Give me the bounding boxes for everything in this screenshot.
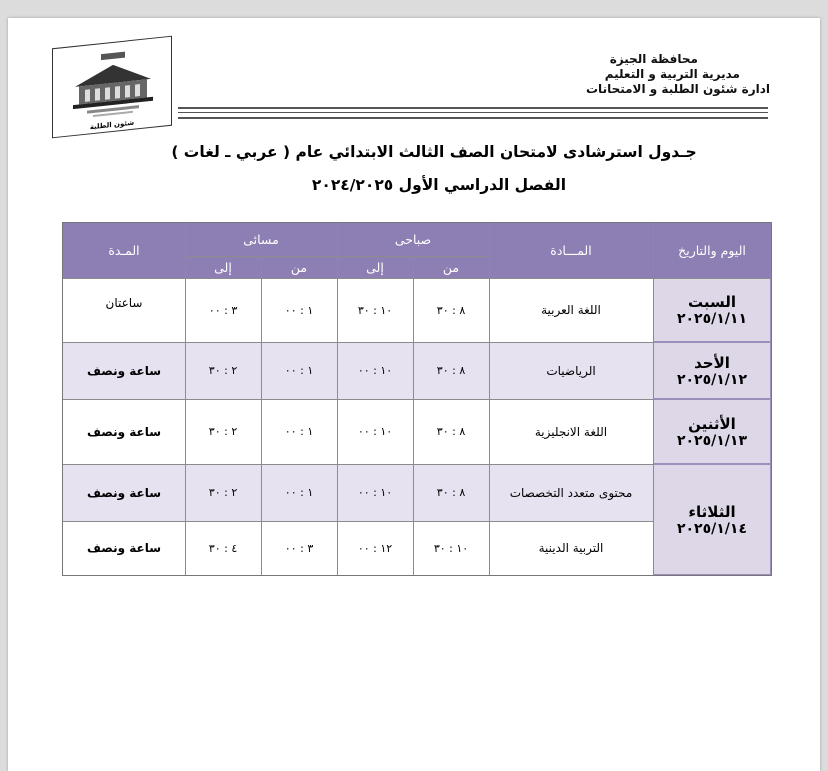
header-block [586, 52, 770, 97]
logo [52, 36, 172, 139]
divider-line [178, 117, 768, 119]
pm-from-cell: ١ : ٠٠ [284, 486, 314, 499]
am-from-cell: ١٠ : ٣٠ [433, 541, 469, 555]
duration-cell: ساعة ونصف [86, 363, 162, 378]
day-date: ٢٠٢٥/١/١٣ [676, 432, 748, 449]
am-to-cell: ١٢ : ٠٠ [357, 541, 393, 555]
am-to-cell: ١٠ : ٣٠ [357, 303, 393, 317]
header-morning: صباحى [394, 232, 432, 247]
pm-to-cell: ٢ : ٣٠ [208, 364, 238, 377]
schedule-title: جـدول استرشادى لامتحان الصف الثالث الابتدائي عام ( عربي ـ لغات ) [171, 143, 697, 161]
pm-from-cell: ١ : ٠٠ [284, 364, 314, 377]
day-cell [653, 464, 771, 575]
subject-cell: التربية الدينية [538, 541, 604, 555]
administration-name: ادارة شئون الطلبة و الامتحانات [586, 82, 770, 96]
divider-line [178, 112, 768, 113]
header-am-from: من [442, 259, 460, 275]
am-to-cell: ١٠ : ٠٠ [357, 425, 393, 438]
am-from-cell: ٨ : ٣٠ [436, 303, 466, 317]
directorate-name: مديرية التربية و التعليم [604, 67, 740, 81]
pm-to-cell: ٢ : ٣٠ [208, 425, 238, 438]
pm-to-cell: ٢ : ٣٠ [208, 486, 238, 499]
day-name: السبت [687, 293, 737, 311]
pm-to-cell: ٤ : ٣٠ [208, 541, 238, 555]
subject-cell: اللغة الانجليزية [534, 424, 608, 439]
header-pm-to: إلى [214, 259, 232, 275]
pm-from-cell: ١ : ٠٠ [284, 303, 314, 317]
exam-schedule-table [62, 222, 772, 576]
subject-cell: الرياضيات [546, 363, 596, 378]
duration-cell: ساعة ونصف [86, 424, 162, 439]
header-am-to: إلى [366, 259, 384, 275]
day-date: ٢٠٢٥/١/١٢ [676, 371, 748, 388]
subject-cell: اللغة العربية [541, 303, 601, 317]
day-date: ٢٠٢٥/١/١١ [676, 311, 748, 327]
pm-from-cell: ١ : ٠٠ [284, 425, 314, 438]
duration-cell: ساعتان [105, 296, 143, 310]
governorate-name: محافظة الجيزة [609, 52, 698, 66]
header-pm-from: من [290, 259, 308, 275]
header-day-date: اليوم والتاريخ [678, 243, 746, 258]
am-from-cell: ٨ : ٣٠ [436, 425, 466, 438]
day-cell [653, 342, 771, 399]
day-name: الثلاثاء [688, 502, 736, 521]
am-from-cell: ٨ : ٣٠ [436, 486, 466, 499]
duration-cell: ساعة ونصف [86, 541, 162, 555]
day-date: ٢٠٢٥/١/١٤ [676, 520, 748, 537]
divider-line [178, 107, 768, 109]
duration-cell: ساعة ونصف [86, 485, 162, 500]
subject-cell: محتوى متعدد التخصصات [509, 485, 633, 500]
header-subject: المـــادة [550, 243, 592, 258]
pm-from-cell: ٣ : ٠٠ [284, 541, 314, 555]
header-duration: المـدة [108, 243, 140, 258]
header-evening: مسائى [243, 232, 279, 247]
day-cell [653, 278, 771, 342]
day-name: الأحد [694, 353, 730, 372]
semester-title: الفصل الدراسي الأول ٢٠٢٤/٢٠٢٥ [311, 176, 567, 194]
day-cell [653, 399, 771, 464]
am-to-cell: ١٠ : ٠٠ [357, 364, 393, 377]
pm-to-cell: ٣ : ٠٠ [208, 303, 238, 317]
logo-caption: شئون الطلبة [89, 118, 135, 132]
day-name: الأثنين [688, 414, 736, 433]
am-from-cell: ٨ : ٣٠ [436, 364, 466, 377]
am-to-cell: ١٠ : ٠٠ [357, 486, 393, 499]
